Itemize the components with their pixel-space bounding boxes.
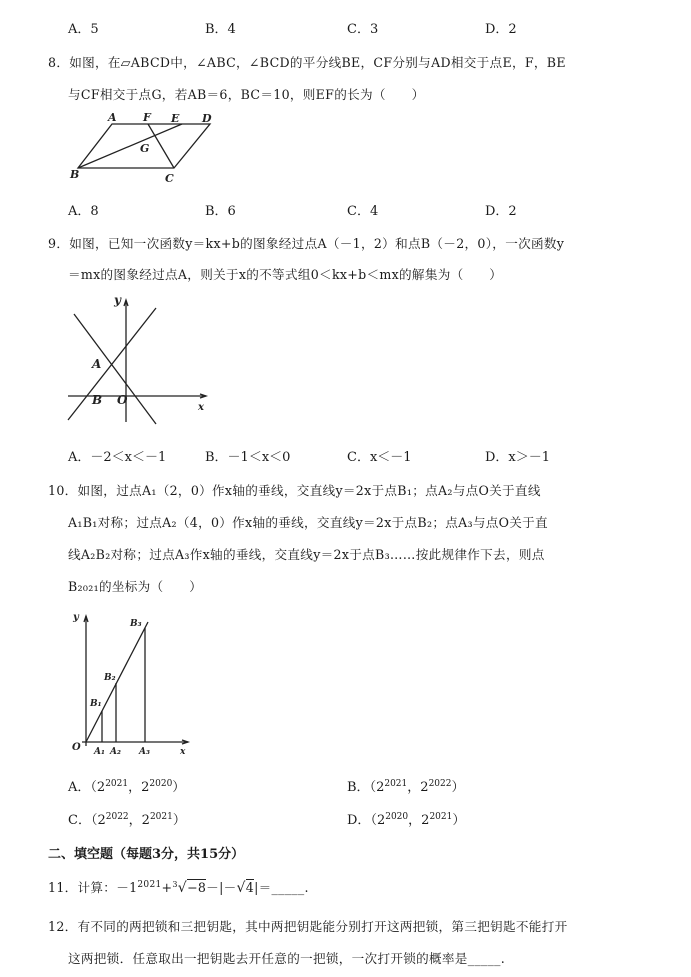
label-o: O (117, 393, 128, 407)
label-o: O (72, 742, 81, 753)
q8-parallelogram-figure (66, 112, 226, 190)
q8-option-b[interactable]: B．6 (205, 204, 236, 219)
q11-expression: 11．计算：$-1^{2021}+^3√-8-|-√4|=\_\_\_\_\_$. (48, 880, 309, 896)
q9-option-b[interactable]: B．－1＜x＜0 (205, 450, 291, 465)
q11-answer-blank[interactable]: _____. (271, 880, 309, 895)
q8-option-c[interactable]: C．4 (347, 204, 379, 219)
q10-text-line3: 线A₂B₂对称；过点A₃作x轴的垂线，交直线y＝2x于点B₃……按此规律作下去，则点 (68, 547, 545, 562)
label-a1: A₁ (94, 747, 105, 757)
q9-option-d[interactable]: D．x＞－1 (485, 450, 551, 465)
q8-option-a[interactable]: A．8 (68, 204, 99, 219)
label-e: E (171, 112, 180, 125)
q10-option-a[interactable]: A．（$2^{2021}$，$2^{2020}$） (68, 779, 186, 795)
q7-option-d[interactable]: D．2 (485, 22, 517, 37)
q9-option-a[interactable]: A．－2＜x＜－1 (68, 450, 167, 465)
label-a: A (92, 357, 102, 371)
q9-text-line1: 9．如图，已知一次函数y＝kx+b的图象经过点A（－1，2）和点B（－2，0），一次函数y (48, 236, 565, 251)
label-a2: A₂ (110, 747, 121, 757)
label-b2: B₂ (104, 673, 116, 683)
q10-text-line4: B₂₀₂₁的坐标为（ ） (68, 579, 203, 594)
q10-line-graph (68, 608, 193, 758)
label-g: G (140, 142, 150, 155)
q8-text-line2: 与CF相交于点G，若AB＝6，BC＝10，则EF的长为（ ） (68, 87, 425, 102)
label-a: A (108, 112, 117, 124)
q9-option-c[interactable]: C．x＜－1 (347, 450, 412, 465)
q9-function-graph (60, 292, 210, 432)
q9-text-line2: ＝mx的图象经过点A，则关于x的不等式组0＜kx+b＜mx的解集为（ ） (68, 267, 503, 282)
q7-option-c[interactable]: C．3 (347, 22, 379, 37)
q12-text-line2: 这两把锁．任意取出一把钥匙去开任意的一把锁，一次打开锁的概率是_____. (68, 951, 506, 966)
label-a3: A₃ (139, 747, 150, 757)
q10-option-b[interactable]: B．（$2^{2021}$，$2^{2022}$） (347, 779, 465, 795)
q12-answer-blank[interactable]: _____. (467, 951, 506, 966)
q8-option-d[interactable]: D．2 (485, 204, 517, 219)
label-f: F (143, 112, 151, 124)
label-b: B (70, 168, 80, 181)
q10-option-c[interactable]: C．（$2^{2022}$，$2^{2021}$） (68, 812, 186, 828)
label-b: B (92, 393, 103, 407)
q10-text-line2: A₁B₁对称；过点A₂（4，0）作x轴的垂线，交直线y＝2x于点B₂；点A₃与点O关于直 (68, 515, 548, 530)
q7-option-a[interactable]: A．5 (68, 22, 99, 37)
q12-text-line1: 12．有不同的两把锁和三把钥匙，其中两把钥匙能分别打开这两把锁，第三把钥匙不能打开 (48, 919, 568, 934)
label-y: y (114, 293, 121, 307)
q10-option-d[interactable]: D．（$2^{2020}$，$2^{2021}$） (347, 812, 466, 828)
line-y-2x (86, 622, 148, 742)
q7-option-b[interactable]: B．4 (205, 22, 236, 37)
label-b3: B₃ (130, 619, 142, 629)
line-mx (74, 314, 156, 424)
section-fill-in-title: 二、填空题（每题3分，共15分） (48, 847, 245, 862)
label-x: x (198, 402, 204, 413)
segment-be (78, 124, 182, 168)
label-b1: B₁ (90, 699, 102, 709)
label-d: D (202, 112, 212, 125)
segment-cf (148, 124, 174, 168)
label-c: C (165, 172, 174, 185)
q8-text-line1: 8．如图，在▱ABCD中，∠ABC，∠BCD的平分线BE，CF分别与AD相交于点E，F，BE (48, 55, 566, 70)
label-y: y (73, 612, 79, 623)
q10-text-line1: 10．如图，过点A₁（2，0）作x轴的垂线，交直线y＝2x于点B₁；点A₂与点O关于直线 (48, 483, 541, 498)
label-x: x (180, 747, 186, 757)
